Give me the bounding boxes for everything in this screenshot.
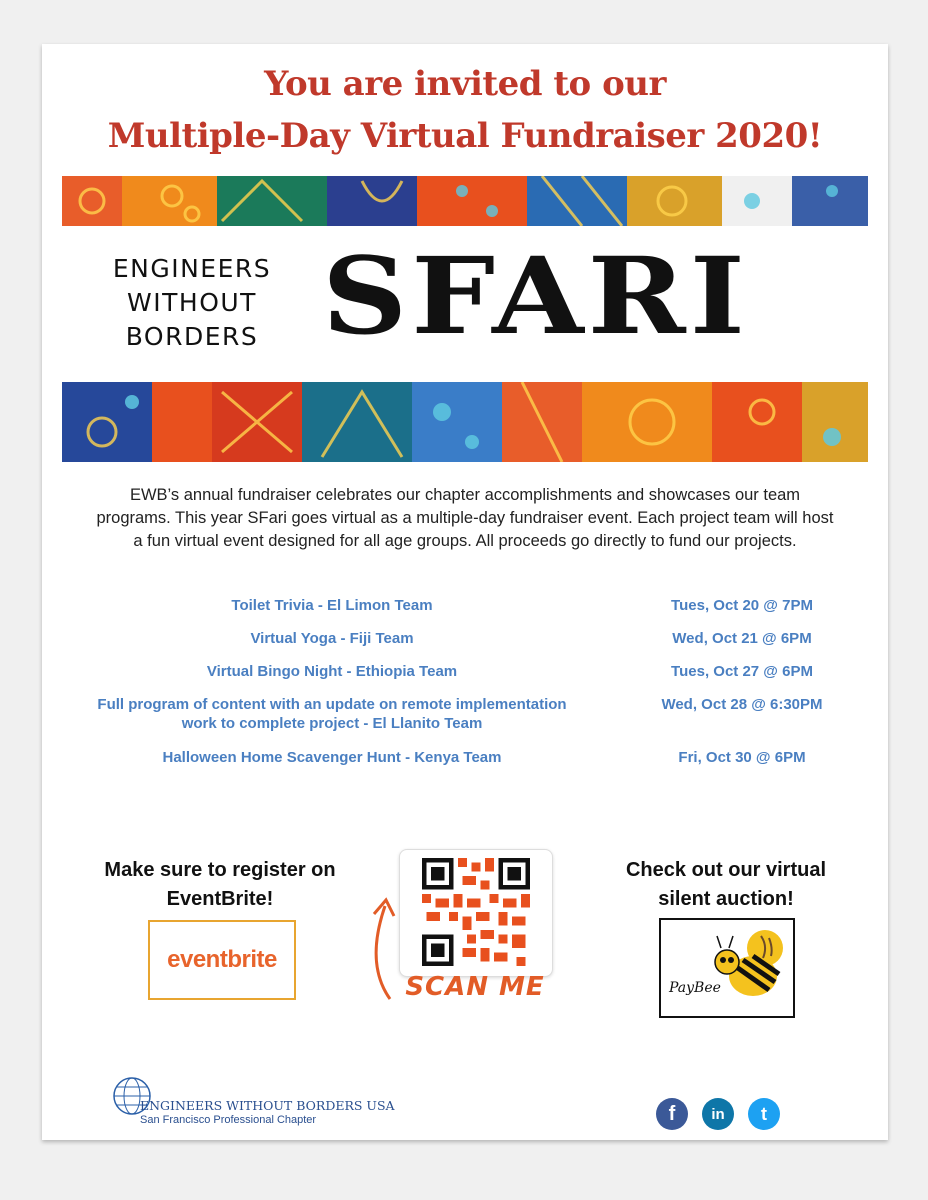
qr-code-card[interactable] [399,849,553,977]
event-date: Tues, Oct 20 @ 7PM [671,597,813,614]
sfari-logo: SFARI [322,233,749,359]
event-date: Fri, Oct 30 @ 6PM [678,749,806,766]
title-line-2: Multiple-Day Virtual Fundraiser 2020! [107,116,823,156]
fabric-band-bottom [62,382,868,462]
register-text: Make sure to register on EventBrite! [104,859,336,910]
ewb-usa-logo [110,1074,395,1130]
footer-chapter: San Francisco Professional Chapter [140,1114,317,1126]
event-date: Wed, Oct 28 @ 6:30PM [661,696,823,713]
facebook-icon[interactable]: f [656,1098,688,1130]
qr-code-icon [416,858,536,966]
ewb-word: BORDERS [125,322,259,351]
linkedin-icon[interactable]: in [702,1098,734,1130]
twitter-icon[interactable]: t [748,1098,780,1130]
event-name: Toilet Trivia - El Limon Team [231,597,433,614]
scan-me-caption: SCAN ME [405,972,545,1002]
intro-paragraph: EWB’s annual fundraiser celebrates our chapter accomplishments and showcases our team programs. This year SFari goes virtual as a multiple-day fundraiser event. Each project team will host a fun virtual event designed for all age groups. All proceeds go directly to fund our projects. [96,486,834,550]
eventbrite-logo[interactable]: eventbrite [148,920,296,1000]
arrow-icon [360,894,400,1004]
paybee-logo[interactable] [659,918,795,1018]
fabric-band-top [62,176,868,226]
event-name: Virtual Yoga - Fiji Team [250,630,414,647]
event-name: Virtual Bingo Night - Ethiopia Team [206,663,458,680]
ewb-word: WITHOUT [127,288,257,317]
footer-org-name: ENGINEERS WITHOUT BORDERS USA [140,1098,395,1113]
title-line-1: You are invited to our [264,64,666,104]
bee-icon [713,926,789,1004]
paybee-logo-text: PayBee [669,980,721,996]
flyer-page [42,44,888,1140]
event-date: Wed, Oct 21 @ 6PM [672,630,812,647]
event-name: Full program of content with an update on remote implementation work to complete project - El Llanito Team [97,696,567,732]
ewb-word: ENGINEERS [112,254,272,283]
event-date: Tues, Oct 27 @ 6PM [671,663,813,680]
event-name: Halloween Home Scavenger Hunt - Kenya Team [162,749,502,766]
ewb-logo-text [92,252,292,354]
auction-text: Check out our virtual silent auction! [625,859,827,910]
